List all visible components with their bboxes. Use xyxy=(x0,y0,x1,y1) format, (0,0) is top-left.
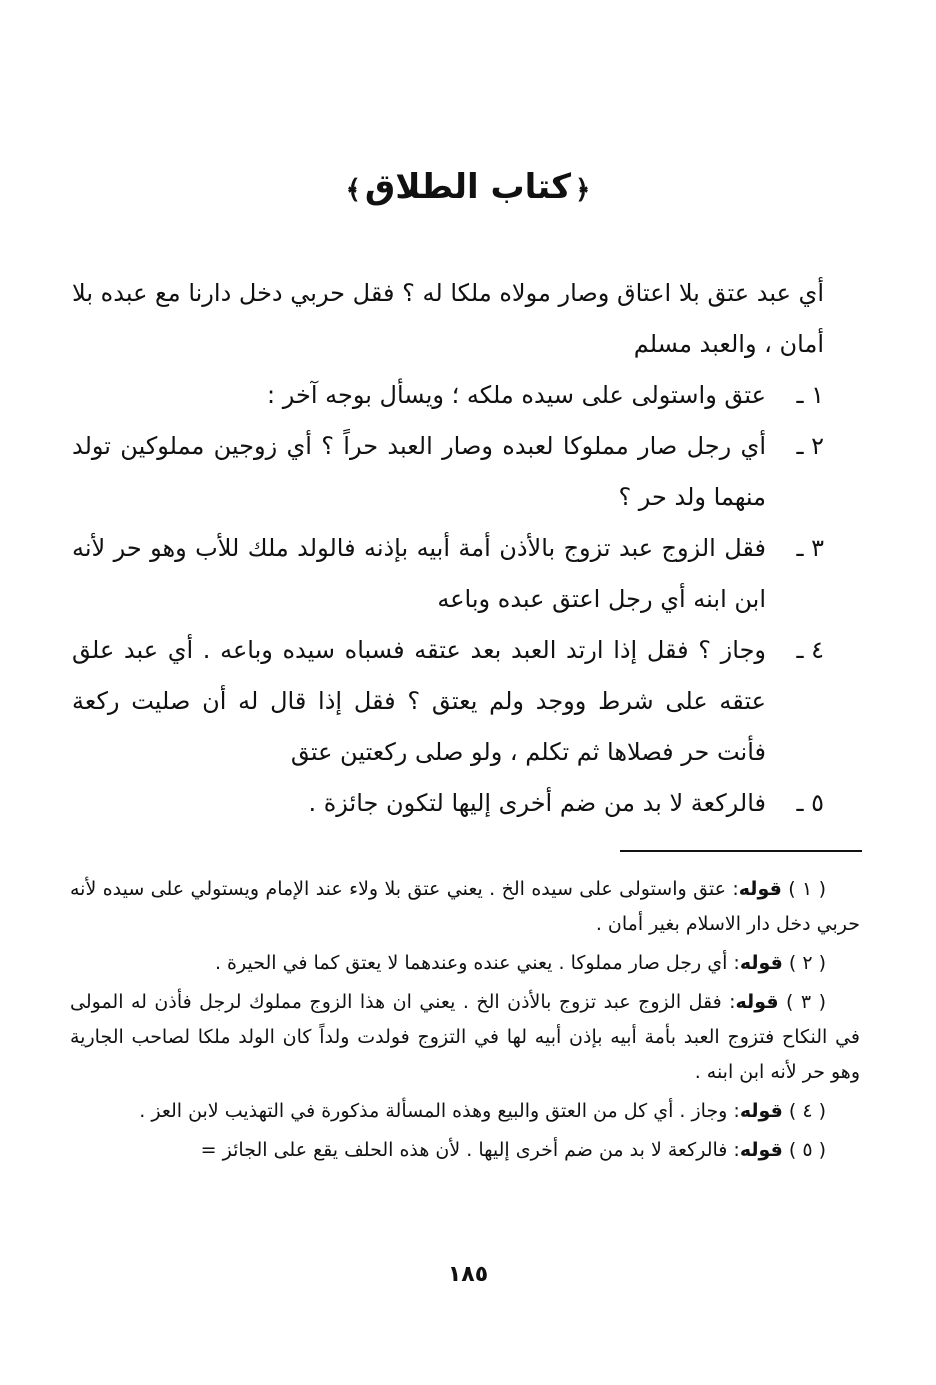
numbered-item-3 xyxy=(72,523,824,625)
footnote-4 xyxy=(70,1094,860,1129)
footnote-label: قوله xyxy=(738,878,782,900)
item-text: فالركعة لا بد من ضم أخرى إليها لتكون جائزة . xyxy=(308,789,766,817)
item-text: أي رجل صار مملوكا لعبده وصار العبد حراً ؟ أي زوجين مملوكين تولد منهما ولد حر ؟ xyxy=(72,432,766,511)
footnote-text: : فالركعة لا بد من ضم أخرى إليها . لأن هذه الحلف يقع على الجائز = xyxy=(200,1139,740,1161)
item-text: فقل الزوج عبد تزوج بالأذن أمة أبيه بإذنه فالولد ملك للأب وهو حر لأنه ابن ابنه أي رجل اعتق عبده وباعه xyxy=(72,534,766,613)
chapter-title xyxy=(0,162,936,215)
footnote-text: : فقل الزوج عبد تزوج بالأذن الخ . يعني ان هذا الزوج مملوك لرجل فأذن له المولى في النكاح فتزوج العبد بأمة أبيه بإذن أبيه لها في التزوج فولدت ولداً كان الولد ملكا لصاحب الجارية وهو حر لأنه ابن ابنه . xyxy=(70,991,860,1083)
item-text: عتق واستولى على سيده ملكه ؛ ويسأل بوجه آخر : xyxy=(267,381,766,409)
numbered-item-5 xyxy=(72,778,824,829)
ornament-bracket-left: ﴾ xyxy=(345,175,361,205)
footnote-text: : أي رجل صار مملوكا . يعني عنده وعندهما لا يعتق كما في الحيرة . xyxy=(214,952,740,974)
item-number: ١ ـ xyxy=(796,381,824,409)
intro-paragraph: أي عبد عتق بلا اعتاق وصار مولاه ملكا له ؟ فقل حربي دخل دارنا مع عبده بلا أمان ، والعبد مسلم xyxy=(72,279,824,358)
numbered-item-1 xyxy=(72,370,824,421)
footnote-number: ( ٤ ) xyxy=(788,1100,826,1122)
item-text: وجاز ؟ فقل إذا ارتد العبد بعد عتقه فسباه سيده وباعه . أي عبد علق عتقه على شرط ووجد ولم يعتق ؟ فقل إذا قال له أن صليت ركعة فأنت حر فصلاها ثم تكلم ، ولو صلى ركعتين عتق xyxy=(72,636,766,766)
footnote-number: ( ٥ ) xyxy=(788,1139,826,1161)
footnote-1 xyxy=(70,872,860,942)
item-number: ٢ ـ xyxy=(796,432,824,460)
footnote-separator xyxy=(620,850,862,852)
chapter-title-text: كتاب الطلاق xyxy=(364,167,572,207)
footnote-3 xyxy=(70,985,860,1090)
footnote-label: قوله xyxy=(739,1100,783,1122)
footnote-text: : عتق واستولى على سيده الخ . يعني عتق بلا ولاء عند الإمام ويستولي على سيده لأنه حربي دخل دار الاسلام بغير أمان . xyxy=(70,878,860,935)
footnote-number: ( ١ ) xyxy=(788,878,826,900)
numbered-item-2 xyxy=(72,421,824,523)
numbered-item-4 xyxy=(72,625,824,778)
footnote-text: : وجاز . أي كل من العتق والبيع وهذه المسألة مذكورة في التهذيب لابن العز . xyxy=(139,1100,740,1122)
main-text xyxy=(72,268,824,829)
item-number: ٥ ـ xyxy=(796,789,824,817)
footnote-number: ( ٢ ) xyxy=(788,952,826,974)
page-number: ١٨٥ xyxy=(447,1262,489,1287)
ornament-bracket-right: ﴿ xyxy=(575,175,591,205)
footnote-5 xyxy=(70,1133,860,1168)
footnotes xyxy=(70,872,860,1172)
footnote-2 xyxy=(70,946,860,981)
footnote-label: قوله xyxy=(739,952,783,974)
item-number: ٣ ـ xyxy=(796,534,824,562)
footnote-label: قوله xyxy=(739,1139,783,1161)
footnote-label: قوله xyxy=(735,991,779,1013)
footnote-number: ( ٣ ) xyxy=(786,991,827,1013)
item-number: ٤ ـ xyxy=(796,636,824,664)
